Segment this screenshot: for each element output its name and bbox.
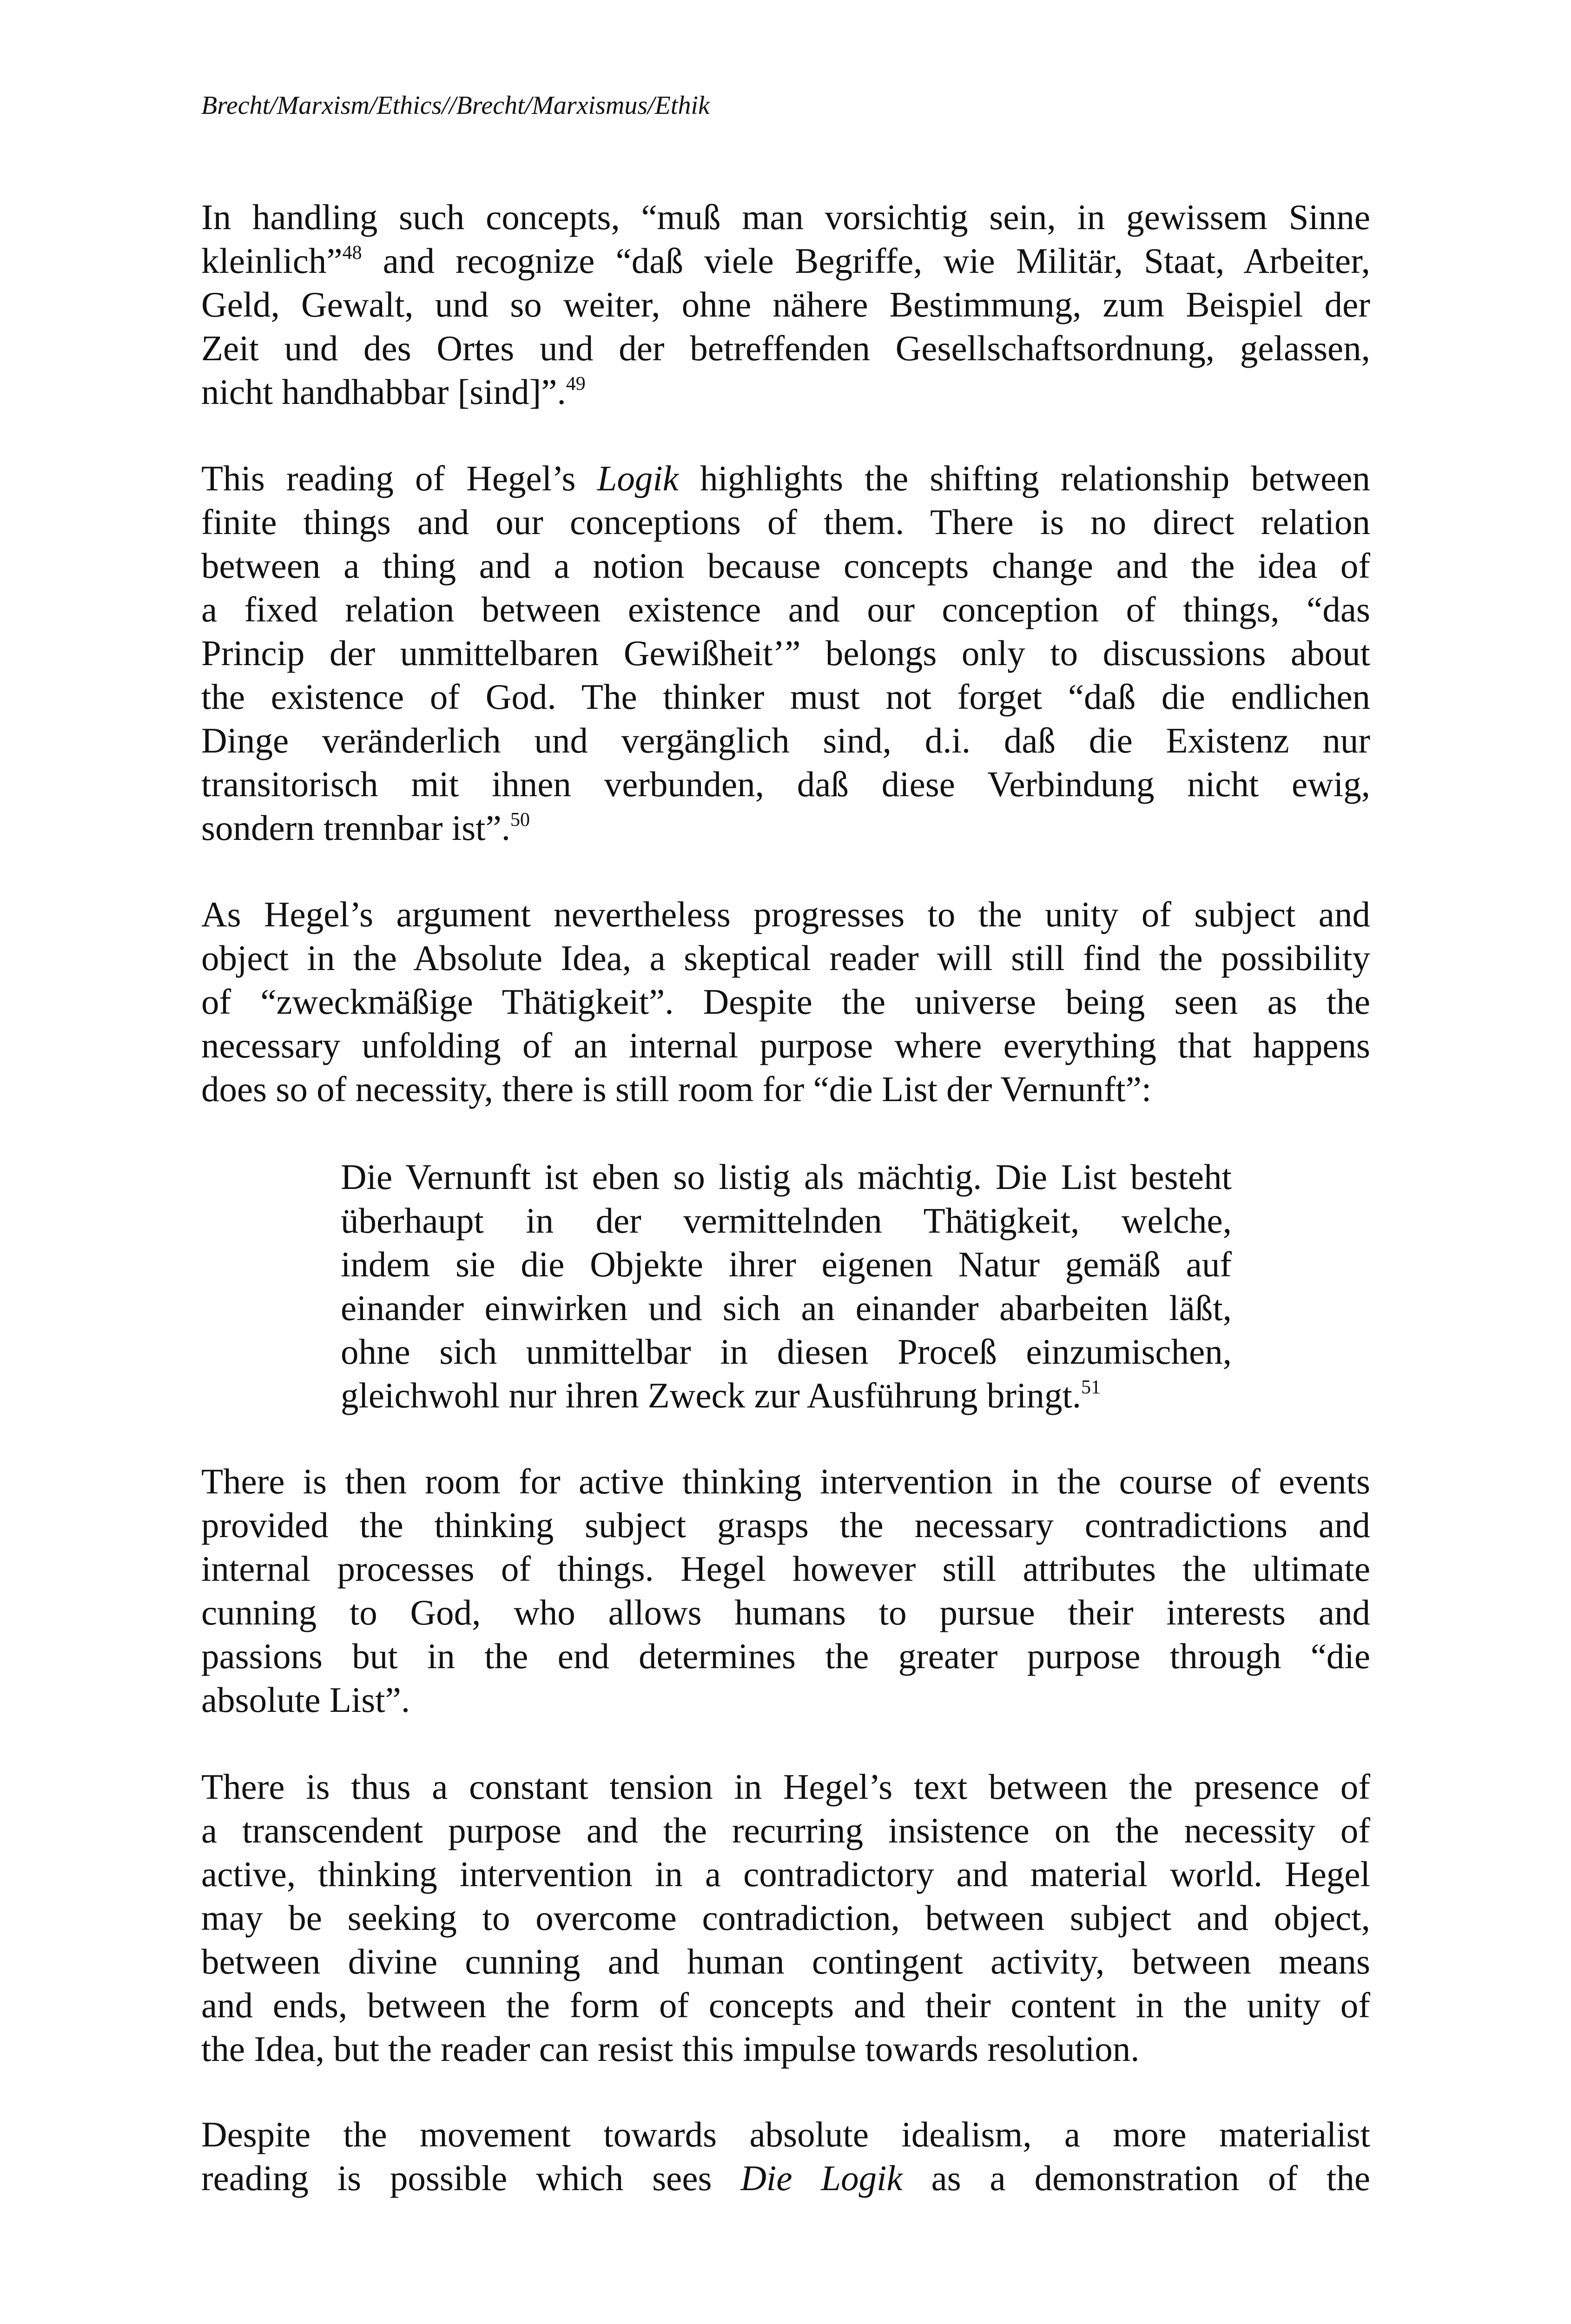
- paragraph-3-line: object in the Absolute Idea, a skeptical reader will still find the possibility: [201, 938, 1370, 978]
- paragraph-1-line: Zeit und des Ortes und der betreffenden Gesellschaftsordnung, gelassen,: [201, 328, 1370, 368]
- paragraph-2-line: the existence of God. The thinker must not forget “daß die endlichen: [201, 677, 1370, 717]
- paragraph-4-line: There is then room for active thinking intervention in the course of events: [201, 1461, 1370, 1501]
- paragraph-1-line: In handling such concepts, “muß man vorsichtig sein, in gewissem Sinne: [201, 197, 1370, 237]
- footnote-ref-50: 50: [510, 809, 530, 831]
- quote-line: ohne sich unmittelbar in diesen Proceß einzumischen,: [341, 1332, 1232, 1372]
- paragraph-3-line: As Hegel’s argument nevertheless progresses to the unity of subject and: [201, 894, 1370, 934]
- paragraph-5-line: active, thinking intervention in a contradictory and material world. Hegel: [201, 1854, 1370, 1894]
- text-span: kleinlich”: [201, 241, 343, 281]
- paragraph-2-line: transitorisch mit ihnen verbunden, daß diese Verbindung nicht ewig,: [201, 764, 1370, 804]
- paragraph-2-line: [201, 806, 1370, 850]
- footnote-ref-51: 51: [1081, 1377, 1101, 1398]
- paragraph-5-line: a transcendent purpose and the recurring insistence on the necessity of: [201, 1810, 1370, 1850]
- text-span: highlights the shifting relationship between: [678, 458, 1370, 498]
- paragraph-6-line: Despite the movement towards absolute idealism, a more materialist: [201, 2114, 1370, 2154]
- quote-line: Die Vernunft ist eben so listig als mächtig. Die List besteht: [341, 1157, 1232, 1197]
- paragraph-2-line: Dinge veränderlich und vergänglich sind, d.i. daß die Existenz nur: [201, 720, 1370, 760]
- paragraph-4-line: internal processes of things. Hegel however still attributes the ultimate: [201, 1549, 1370, 1589]
- paragraph-2-line: between a thing and a notion because concepts change and the idea of: [201, 546, 1370, 586]
- paragraph-2-line: a fixed relation between existence and our conception of things, “das: [201, 589, 1370, 629]
- text-span: nicht handhabbar [sind]”.: [201, 372, 566, 412]
- paragraph-3-line: of “zweckmäßige Thätigkeit”. Despite the universe being seen as the: [201, 982, 1370, 1022]
- paragraph-4-line: provided the thinking subject grasps the necessary contradictions and: [201, 1505, 1370, 1545]
- block-quote: [341, 1155, 1232, 1417]
- text-span: gleichwohl nur ihren Zweck zur Ausführung bringt.: [341, 1375, 1082, 1415]
- paragraph-4-line: cunning to God, who allows humans to pursue their interests and: [201, 1592, 1370, 1632]
- paragraph-2-line: Princip der unmittelbaren Gewißheit’” belongs only to discussions about: [201, 633, 1370, 673]
- quote-line: einander einwirken und sich an einander abarbeiten läßt,: [341, 1288, 1232, 1328]
- paragraph-1-line: Geld, Gewalt, und so weiter, ohne nähere Bestimmung, zum Beispiel der: [201, 284, 1370, 324]
- quote-line: überhaupt in der vermittelnden Thätigkeit, welche,: [341, 1201, 1232, 1241]
- paragraph-2-line: [201, 456, 1370, 500]
- text-span: and recognize “daß viele Begriffe, wie Militär, Staat, Arbeiter,: [362, 241, 1370, 281]
- logik-title: Logik: [597, 458, 679, 498]
- quote-line: indem sie die Objekte ihrer eigenen Natur gemäß auf: [341, 1244, 1232, 1284]
- paragraph-3-line: necessary unfolding of an internal purpose where everything that happens: [201, 1025, 1370, 1065]
- footnote-ref-48: 48: [342, 242, 362, 264]
- paragraph-5-line: the Idea, but the reader can resist this impulse towards resolution.: [201, 2029, 1140, 2069]
- paragraph-2: [201, 456, 1370, 850]
- paragraph-6-line: [201, 2156, 1370, 2200]
- paragraph-5-line: There is thus a constant tension in Hegel’s text between the presence of: [201, 1767, 1370, 1807]
- paragraph-3-line: does so of necessity, there is still room for “die List der Vernunft”:: [201, 1069, 1152, 1109]
- paragraph-1: [201, 195, 1370, 414]
- paragraph-4-line: absolute List”.: [201, 1680, 410, 1720]
- text-span: reading is possible which sees: [201, 2158, 741, 2198]
- paragraph-5: [201, 1765, 1370, 2071]
- paragraph-5-line: may be seeking to overcome contradiction, between subject and object,: [201, 1898, 1370, 1938]
- paragraph-4: [201, 1459, 1370, 1722]
- paragraph-5-line: between divine cunning and human contingent activity, between means: [201, 1941, 1370, 1981]
- text-span: sondern trennbar ist”.: [201, 808, 510, 848]
- footnote-ref-49: 49: [566, 373, 586, 395]
- paragraph-6: [201, 2113, 1370, 2200]
- quote-line: [341, 1373, 1232, 1417]
- text-span: This reading of Hegel’s: [201, 458, 597, 498]
- paragraph-4-line: passions but in the end determines the greater purpose through “die: [201, 1636, 1370, 1676]
- paragraph-3: [201, 892, 1370, 1111]
- paragraph-1-line: [201, 370, 1370, 414]
- running-head: Brecht/Marxism/Ethics//Brecht/Marxismus/Ethik: [201, 91, 710, 120]
- die-logik-title: Die Logik: [740, 2158, 903, 2198]
- paragraph-2-line: finite things and our conceptions of them. There is no direct relation: [201, 502, 1370, 542]
- paragraph-5-line: and ends, between the form of concepts and their content in the unity of: [201, 1985, 1370, 2025]
- paragraph-1-line: [201, 239, 1370, 283]
- text-span: as a demonstration of the: [902, 2158, 1370, 2198]
